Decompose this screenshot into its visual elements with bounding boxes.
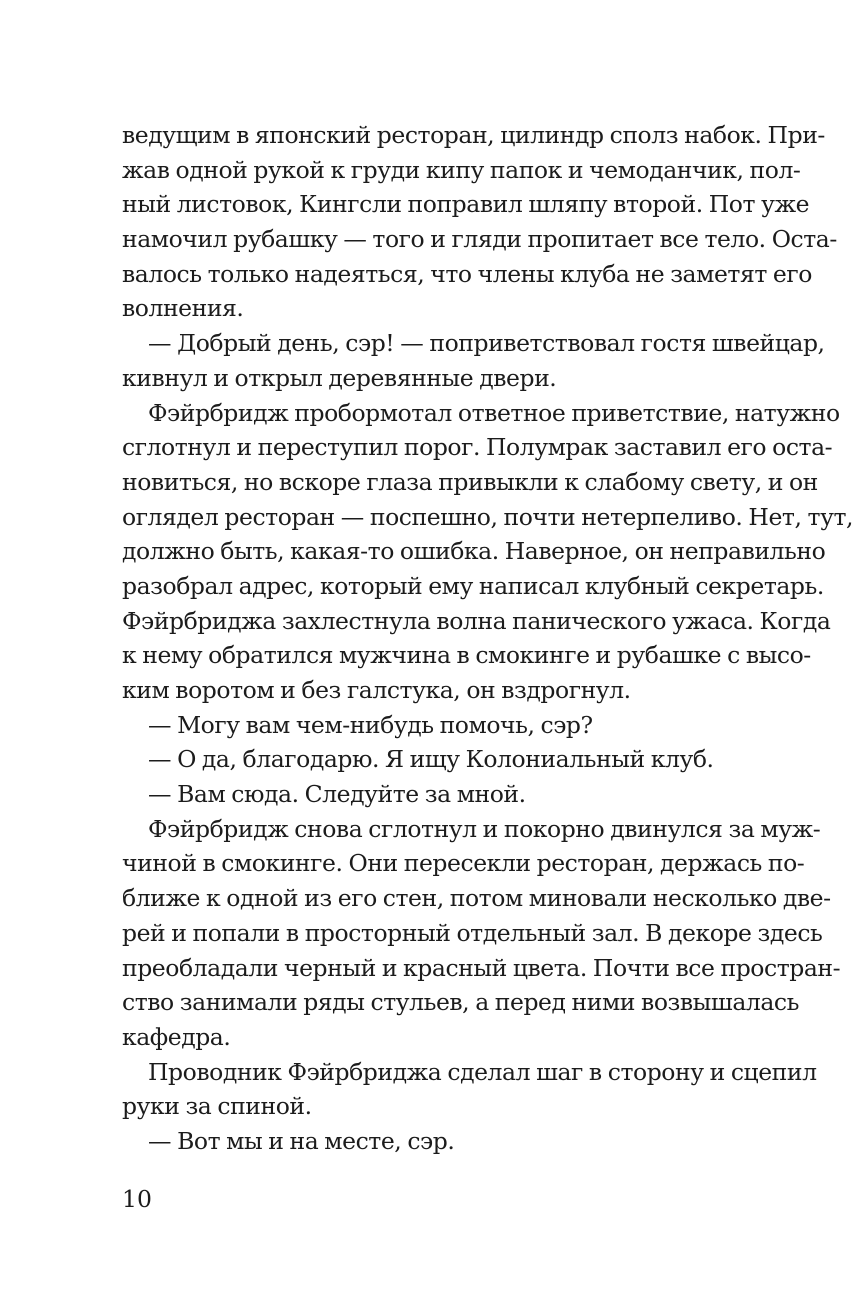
text-line: кафедра.: [122, 1022, 231, 1051]
text-line: валось только надеяться, что члены клуба не заметят его: [122, 259, 812, 288]
text-line: намочил рубашку — того и гляди пропитает все тело. Оста-: [122, 225, 837, 254]
text-line: новиться, но вскоре глаза привыкли к слабому свету, и он: [122, 467, 818, 496]
text-line: ким воротом и без галстука, он вздрогнул.: [122, 676, 631, 704]
text-line: ведущим в японский ресторан, цилиндр сполз набок. При-: [122, 121, 825, 149]
text-line: — О да, благодарю. Я ищу Колониальный клуб.: [148, 745, 714, 774]
text-line: Фэйрбриджа захлестнула волна панического ужаса. Когда: [122, 606, 831, 635]
text-line: к нему обратился мужчина в смокинге и рубашке с высо-: [122, 641, 811, 670]
text-line: кивнул и открыл деревянные двери.: [122, 363, 557, 392]
page-number: 10: [122, 1185, 152, 1213]
text-line: волнения.: [122, 294, 244, 323]
text-line: ство занимали ряды стульев, а перед ними возвышалась: [122, 988, 799, 1017]
text-line: оглядел ресторан — поспешно, почти нетерпеливо. Нет, тут,: [122, 502, 854, 531]
text-line: разобрал адрес, который ему написал клубный секретарь.: [122, 571, 824, 600]
text-line: преобладали черный и красный цвета. Почти все простран-: [122, 953, 841, 982]
body-text: [122, 118, 854, 1159]
text-line: сглотнул и переступил порог. Полумрак заставил его оста-: [122, 433, 833, 462]
text-line: — Вам сюда. Следуйте за мной.: [148, 780, 526, 809]
text-line: чиной в смокинге. Они пересекли ресторан, держась по-: [122, 849, 805, 878]
text-line: Фэйрбридж снова сглотнул и покорно двинулся за муж-: [148, 814, 821, 843]
text-line: Проводник Фэйрбриджа сделал шаг в сторону и сцепил: [148, 1057, 817, 1086]
text-line: рей и попали в просторный отдельный зал. В декоре здесь: [122, 918, 823, 947]
text-line: Фэйрбридж пробормотал ответное приветствие, натужно: [148, 398, 840, 427]
text-line: должно быть, какая-то ошибка. Наверное, он неправильно: [122, 537, 826, 566]
text-line: — Добрый день, сэр! — поприветствовал гостя швейцар,: [148, 329, 825, 358]
text-line: руки за спиной.: [122, 1092, 312, 1121]
text-line: — Могу вам чем-нибудь помочь, сэр?: [148, 710, 593, 739]
text-line: ближе к одной из его стен, потом миновали несколько две-: [122, 884, 831, 913]
text-line: — Вот мы и на месте, сэр.: [148, 1126, 455, 1155]
text-line: жав одной рукой к груди кипу папок и чемоданчик, пол-: [122, 155, 801, 184]
text-line: ный листовок, Кингсли поправил шляпу второй. Пот уже: [122, 190, 810, 219]
